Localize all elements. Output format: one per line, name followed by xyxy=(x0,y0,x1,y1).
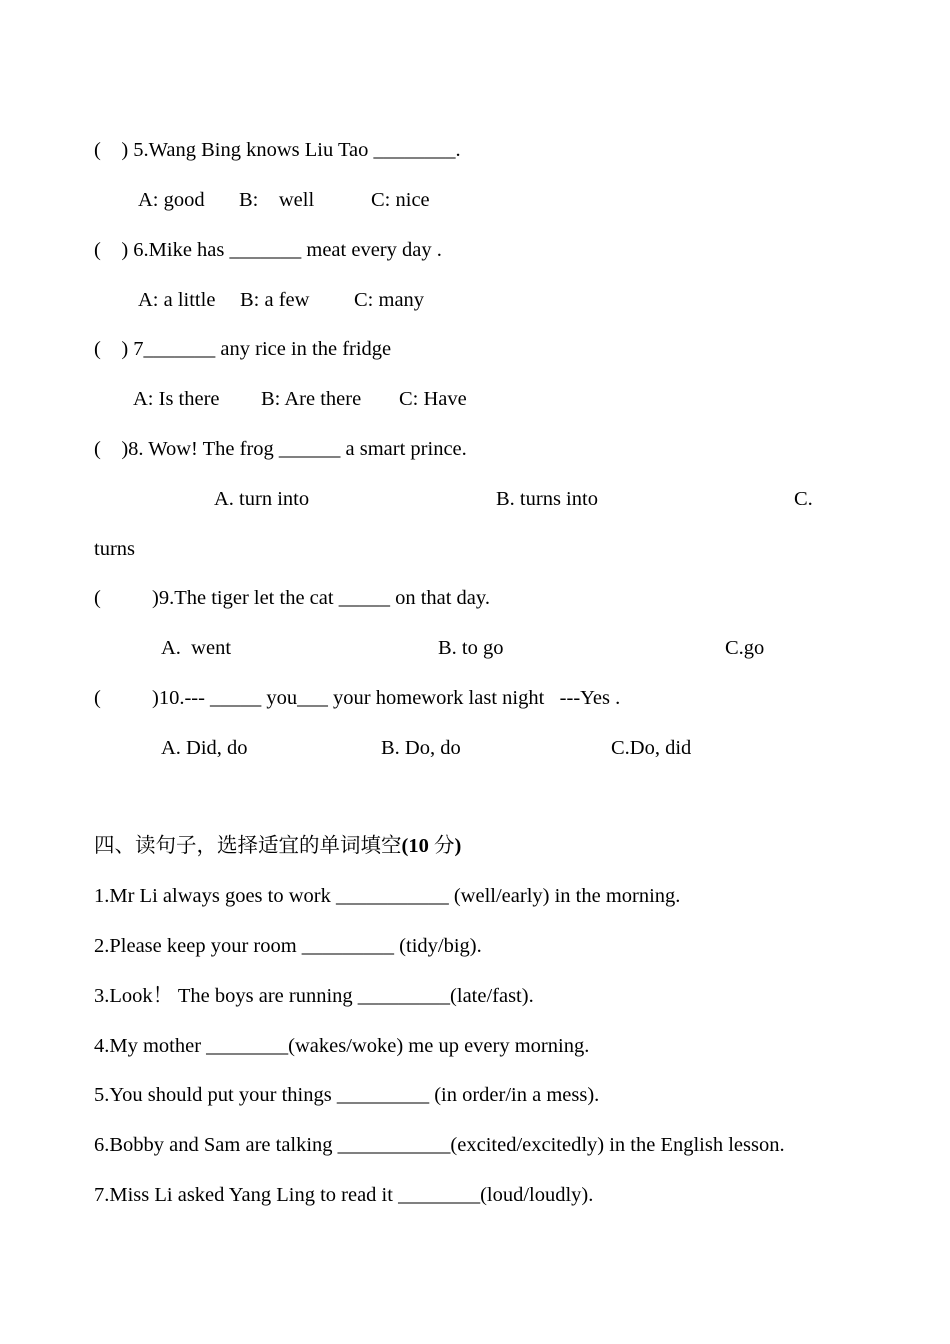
fill-blank-item-6: 6.Bobby and Sam are talking ___________(excited/excitedly) in the English lesson. xyxy=(94,1134,785,1156)
question-10-answer-paren: ( xyxy=(94,687,101,709)
section-4-score-close: ) xyxy=(454,835,462,857)
question-7-option-b: B: Are there xyxy=(261,388,362,410)
question-6-option-b: B: a few xyxy=(240,289,310,311)
question-8-option-a: A. turn into xyxy=(214,488,310,510)
question-5-stem: ( ) 5.Wang Bing knows Liu Tao ________. xyxy=(94,139,461,161)
question-6-option-c: C: many xyxy=(354,289,425,311)
question-7-stem: ( ) 7_______ any rice in the fridge xyxy=(94,338,392,360)
section-4-score-unit: 分 xyxy=(433,835,455,857)
question-10-option-a: A. Did, do xyxy=(161,737,248,759)
section-4-score: (10 xyxy=(401,835,434,857)
question-9-option-a: A. went xyxy=(161,637,232,659)
section-4-heading-text: 四、读句子，选择适宜的单词填空 xyxy=(94,835,402,857)
question-6-stem: ( ) 6.Mike has _______ meat every day . xyxy=(94,239,442,261)
question-7-option-c: C: Have xyxy=(399,388,467,410)
question-9-option-c: C.go xyxy=(725,637,765,659)
question-8-stem: ( )8. Wow! The frog ______ a smart prince. xyxy=(94,438,467,460)
fill-blank-item-1: 1.Mr Li always goes to work ___________ (well/early) in the morning. xyxy=(94,885,681,907)
question-6-option-a: A: a little xyxy=(138,289,216,311)
fill-blank-item-3: 3.Look！ The boys are running _________(late/fast). xyxy=(94,985,534,1007)
question-9-option-b: B. to go xyxy=(438,637,504,659)
question-7-option-a: A: Is there xyxy=(133,388,220,410)
question-5-option-a: A: good xyxy=(138,189,205,211)
question-8-option-c: C. xyxy=(794,488,813,510)
question-5-option-b: B: well xyxy=(239,189,315,211)
question-9-answer-paren: ( xyxy=(94,587,101,609)
question-5-option-c: C: nice xyxy=(371,189,430,211)
question-9-stem: )9.The tiger let the cat _____ on that day. xyxy=(152,587,490,609)
fill-blank-item-2: 2.Please keep your room _________ (tidy/big). xyxy=(94,935,482,957)
question-8-option-b: B. turns into xyxy=(496,488,598,510)
fill-blank-item-4: 4.My mother ________(wakes/woke) me up every morning. xyxy=(94,1035,590,1057)
question-10-stem: )10.--- _____ you___ your homework last night ---Yes . xyxy=(152,687,621,709)
fill-blank-item-7: 7.Miss Li asked Yang Ling to read it ________(loud/loudly). xyxy=(94,1184,594,1206)
question-10-option-b: B. Do, do xyxy=(381,737,461,759)
fill-blank-item-5: 5.You should put your things _________ (in order/in a mess). xyxy=(94,1084,600,1106)
section-4-heading xyxy=(94,836,461,857)
question-8-option-c-continued: turns xyxy=(94,538,135,560)
question-10-option-c: C.Do, did xyxy=(611,737,692,759)
